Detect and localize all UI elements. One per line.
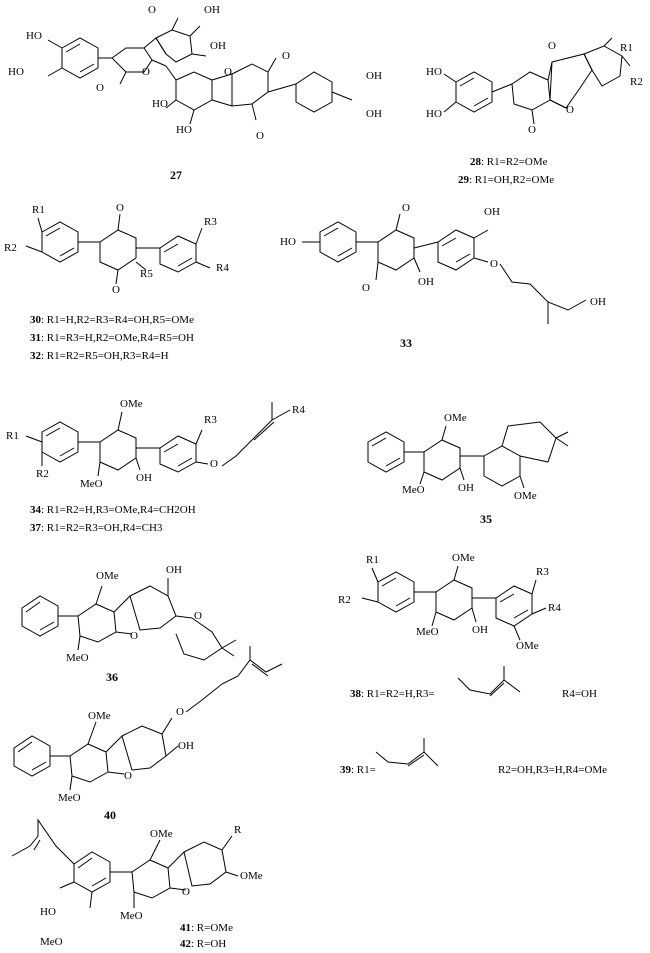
atom-label-ome: O	[112, 284, 120, 296]
atom-label-r2: R2	[338, 594, 351, 606]
atom-label-r2: R2	[4, 242, 17, 254]
atom-label-r3: R3	[536, 566, 549, 578]
atom-label-r4: R4	[216, 262, 229, 274]
atom-label-oh: OH	[210, 40, 226, 52]
atom-label-ome: OMe	[444, 412, 467, 424]
atom-label-r2: R2	[630, 76, 643, 88]
structure-40	[14, 646, 282, 790]
atom-label-r3: R3	[204, 414, 217, 426]
atom-label-oh: OH	[472, 624, 488, 636]
atom-label-ome: O	[282, 50, 290, 62]
atom-label-ring-o: O	[224, 66, 232, 78]
caption-37: 37: R1=R2=R3=OH,R4=CH3	[30, 522, 163, 534]
atom-label-oh: HO	[26, 30, 42, 42]
atom-label-meo: MeO	[66, 652, 89, 664]
atom-label-ring-o: O	[142, 66, 150, 78]
atom-label-r4: R4	[548, 602, 561, 614]
caption-32: 32: R1=R2=R5=OH,R3=R4=H	[30, 350, 169, 362]
atom-label-oh: OH	[366, 108, 382, 120]
atom-label-r1: R1	[6, 430, 19, 442]
compound-number-33: 33	[400, 336, 412, 350]
caption-30: 30: R1=H,R2=R3=R4=OH,R5=OMe	[30, 314, 194, 326]
atom-label-ome: O	[256, 130, 264, 142]
atom-label-ome: OMe	[88, 710, 111, 722]
compound-number-40: 40	[104, 808, 116, 822]
atom-label-oh: OH	[590, 296, 606, 308]
caption-39-rest: R2=OH,R3=H,R4=OMe	[498, 764, 608, 776]
caption-42: 42: R=OH	[180, 938, 227, 950]
atom-label-r1: R1	[620, 42, 633, 54]
structure-33	[302, 214, 586, 324]
atom-label-ome: O	[548, 40, 556, 52]
atom-label-ring-o: O	[182, 886, 190, 898]
atom-label-ome: OMe	[96, 570, 119, 582]
atom-label-ome: O	[362, 282, 370, 294]
structure-36	[22, 578, 236, 660]
caption-31: 31: R1=R3=H,R2=OMe,R4=R5=OH	[30, 332, 194, 344]
atom-label-oh: OH	[458, 482, 474, 494]
atom-label-oh: OH	[418, 276, 434, 288]
atom-label-r: R	[234, 824, 242, 836]
atom-label-r4: R4	[292, 404, 305, 416]
atom-label-oh: HO	[176, 124, 192, 136]
atom-label-oh: HO	[426, 108, 442, 120]
atom-label-ring-o: O	[130, 630, 138, 642]
caption-39: 39: R1=	[340, 764, 376, 776]
atom-label-ether-o: O	[210, 458, 218, 470]
atom-label-meo: MeO	[40, 936, 63, 948]
atom-label-oh: HO	[40, 906, 56, 918]
atom-label-oh: OH	[366, 70, 382, 82]
atom-label-r5: R5	[140, 268, 153, 280]
atom-label-ome: OMe	[150, 828, 173, 840]
atom-label-meo: MeO	[120, 910, 143, 922]
atom-label-meo: MeO	[402, 484, 425, 496]
caption-29: 29: R1=OH,R2=OMe	[458, 174, 555, 186]
caption-34: 34: R1=R2=H,R3=OMe,R4=CH2OH	[30, 504, 196, 516]
atom-label-meo: MeO	[58, 792, 81, 804]
structure-38-39	[362, 566, 546, 766]
atom-label-ome: OMe	[514, 490, 537, 502]
atom-label-ome: OMe	[516, 640, 539, 652]
atom-label-oh: OH	[204, 4, 220, 16]
compound-number-36: 36	[106, 670, 118, 684]
atom-label-oh: HO	[8, 66, 24, 78]
structure-35	[368, 422, 568, 488]
compound-number-27: 27	[170, 168, 182, 182]
atom-label-ether-o: O	[176, 706, 184, 718]
atom-label-ring-o: O	[566, 104, 574, 116]
atom-label-oh: OH	[484, 206, 500, 218]
atom-label-ome: OMe	[120, 398, 143, 410]
caption-28: 28: R1=R2=OMe	[470, 156, 548, 168]
atom-label-ome: O	[148, 4, 156, 16]
atom-label-oh: OH	[136, 472, 152, 484]
caption-41: 41: R=OMe	[180, 922, 233, 934]
atom-label-ring-o: O	[194, 610, 202, 622]
structure-27	[48, 18, 352, 124]
atom-label-oh: HO	[280, 236, 296, 248]
atom-label-ome: O	[402, 202, 410, 214]
atom-label-oh: HO	[152, 98, 168, 110]
atom-label-ether-o: O	[490, 258, 498, 270]
atom-label-oh: HO	[426, 66, 442, 78]
atom-label-meo: MeO	[416, 626, 439, 638]
atom-label-oh: OH	[166, 564, 182, 576]
atom-label-ome: O	[116, 202, 124, 214]
structure-34-37	[26, 402, 290, 476]
structure-30-32	[26, 214, 210, 284]
atom-label-r2: R2	[36, 468, 49, 480]
atom-label-r1: R1	[32, 204, 45, 216]
atom-label-r3: R3	[204, 216, 217, 228]
atom-label-ome: O	[528, 124, 536, 136]
atom-label-ring-o: O	[124, 770, 132, 782]
atom-label-ome: OMe	[452, 552, 475, 564]
atom-label-ome: OMe	[240, 870, 263, 882]
compound-number-35: 35	[480, 512, 492, 526]
caption-38-r4: R4=OH	[562, 688, 597, 700]
atom-label-meo: MeO	[80, 478, 103, 490]
structure-28-29	[444, 38, 630, 124]
caption-38: 38: R1=R2=H,R3=	[350, 688, 435, 700]
atom-label-oh: OH	[178, 740, 194, 752]
structure-41-42	[12, 820, 238, 908]
atom-label-ome: O	[96, 82, 104, 94]
atom-label-r1: R1	[366, 554, 379, 566]
